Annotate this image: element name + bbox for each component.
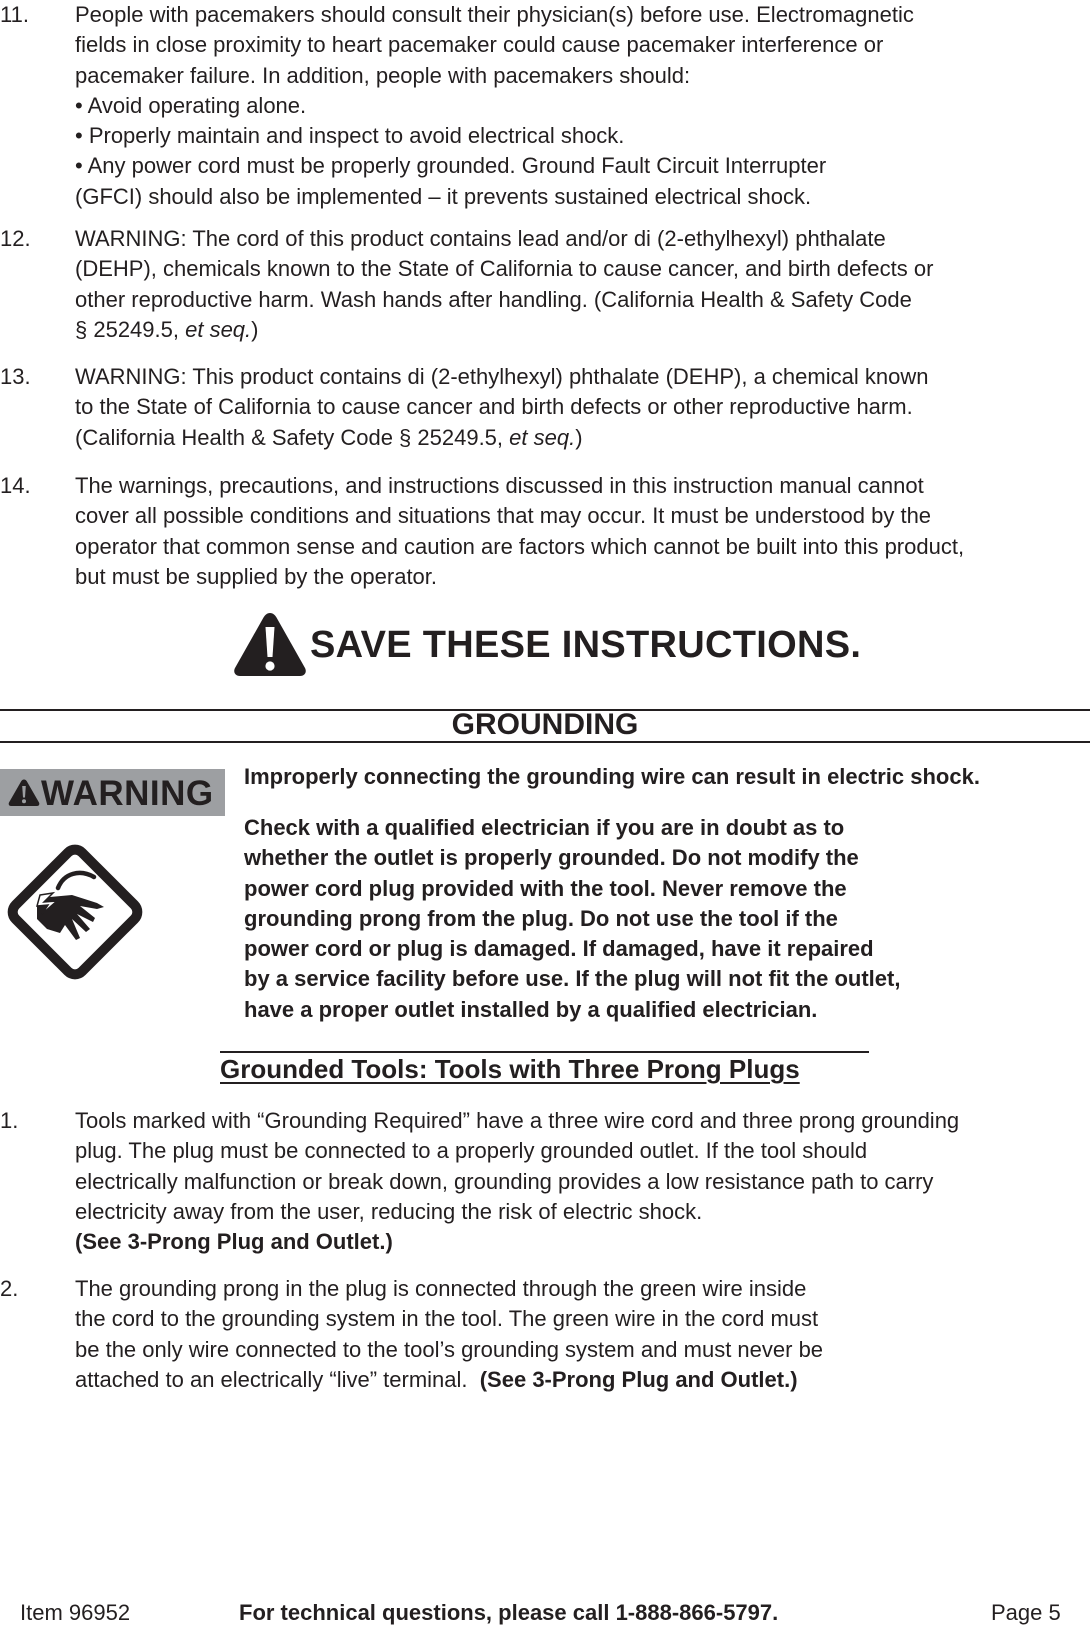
list-item-12 [0,224,1088,349]
text-line [75,423,1088,453]
text-line: power cord plug provided with the tool. Never remove the [244,875,847,901]
text-line [75,1365,1088,1395]
warning-triangle-icon [232,610,308,678]
footer-page-number: Page 5 [991,1600,1061,1625]
et-seq: et seq. [185,316,252,342]
list-item-text [75,224,1088,345]
text-line: pacemaker failure. In addition, people with pacemakers should: [75,62,691,88]
bullet-line: • Avoid operating alone. [75,92,307,118]
text-line: The warnings, precautions, and instructions discussed in this instruction manual cannot [75,473,924,498]
text-line: People with pacemakers should consult their physician(s) before use. Electromagnetic [75,2,914,27]
warning-lead-text: Improperly connecting the grounding wire can result in electric shock. [244,764,980,789]
list-item-13 [0,362,1088,457]
text-line: fields in close proximity to heart pacemaker could cause pacemaker interference or [75,32,884,58]
text-line: plug. The plug must be connected to a properly grounded outlet. If the tool should [75,1138,868,1164]
bullet-line: • Any power cord must be properly grounded. Ground Fault Circuit Interrupter [75,153,827,179]
text-line: be the only wire connected to the tool’s grounding system and must never be [75,1336,824,1362]
footer-contact: For technical questions, please call 1-888-866-5797. [239,1600,779,1625]
list-item-text [75,0,1088,212]
grounding-heading: GROUNDING [451,708,639,741]
list-item-11 [0,0,1088,215]
text-line: cover all possible conditions and situations that may occur. It must be understood by the [75,503,932,529]
text-line: (DEHP), chemicals known to the State of California to cause cancer, and birth defects or [75,256,934,282]
text-line: WARNING: This product contains di (2-ethylhexyl) phthalate (DEHP), a chemical known [75,364,929,389]
et-seq: et seq. [509,424,576,450]
list-item-number: 13. [0,364,31,389]
see-reference: (See 3-Prong Plug and Outlet.) [75,1229,393,1255]
electric-shock-hand-icon [0,837,150,987]
text-line: the cord to the grounding system in the tool. The green wire in the cord must [75,1306,819,1332]
subsection-top-rule [220,1051,869,1053]
text-segment: attached to an electrically “live” terminal. [75,1366,480,1392]
text-line: The grounding prong in the plug is connected through the green wire inside [75,1276,807,1301]
text-line [75,315,1088,345]
bullet-line: • Properly maintain and inspect to avoid electrical shock. [75,123,625,149]
list-item-number: 12. [0,226,31,251]
text-line: Check with a qualified electrician if you are in doubt as to [244,815,845,840]
text-line: but must be supplied by the operator. [75,563,438,589]
text-line: grounding prong from the plug. Do not use the tool if the [244,905,838,931]
warning-triangle-icon [8,778,40,807]
text-line: to the State of California to cause cancer and birth defects or other reproductive harm. [75,394,913,420]
warning-badge-label: WARNING [41,774,214,813]
footer-item-number: Item 96952 [20,1600,131,1625]
list-item-text [75,1274,1088,1395]
list-item-text [75,1106,1088,1257]
code-reference: (California Health & Safety Code § 25249.5, [75,424,510,450]
warning-badge [0,769,225,816]
warning-body-text [244,813,900,1025]
subsection-title: Grounded Tools: Tools with Three Prong Plugs [220,1054,800,1084]
list-item-number: 1. [0,1108,19,1133]
list-item-text [75,362,1088,453]
text-line: other reproductive harm. Wash hands after handling. (California Health & Safety Code [75,286,912,312]
grounding-bottom-rule [0,741,1090,743]
grounded-list-item-1 [0,1106,1088,1261]
text-line: (GFCI) should also be implemented – it prevents sustained electrical shock. [75,183,812,209]
save-heading-text: SAVE THESE INSTRUCTIONS. [310,624,862,666]
list-item-number: 14. [0,473,31,498]
text-line: operator that common sense and caution are factors which cannot be built into this product, [75,533,965,559]
text-line: power cord or plug is damaged. If damaged, have it repaired [244,936,874,962]
list-item-number: 11. [0,2,29,27]
text-line: electrically malfunction or break down, grounding provides a low resistance path to carry [75,1168,934,1194]
list-item-number: 2. [0,1276,19,1301]
text-line: whether the outlet is properly grounded. Do not modify the [244,845,859,871]
code-reference: § 25249.5, [75,316,186,342]
closing-paren: ) [251,316,259,342]
text-line: by a service facility before use. If the plug will not fit the outlet, [244,966,901,992]
text-line: electricity away from the user, reducing the risk of electric shock. [75,1198,703,1224]
see-reference: (See 3-Prong Plug and Outlet.) [479,1366,798,1392]
text-line: have a proper outlet installed by a qualified electrician. [244,996,818,1022]
grounded-list-item-2 [0,1274,1088,1399]
closing-paren: ) [575,424,583,450]
list-item-text [75,471,1088,592]
list-item-14 [0,471,1088,596]
text-line: Tools marked with “Grounding Required” have a three wire cord and three prong grounding [75,1108,960,1133]
text-line: WARNING: The cord of this product contains lead and/or di (2-ethylhexyl) phthalate [75,226,886,251]
